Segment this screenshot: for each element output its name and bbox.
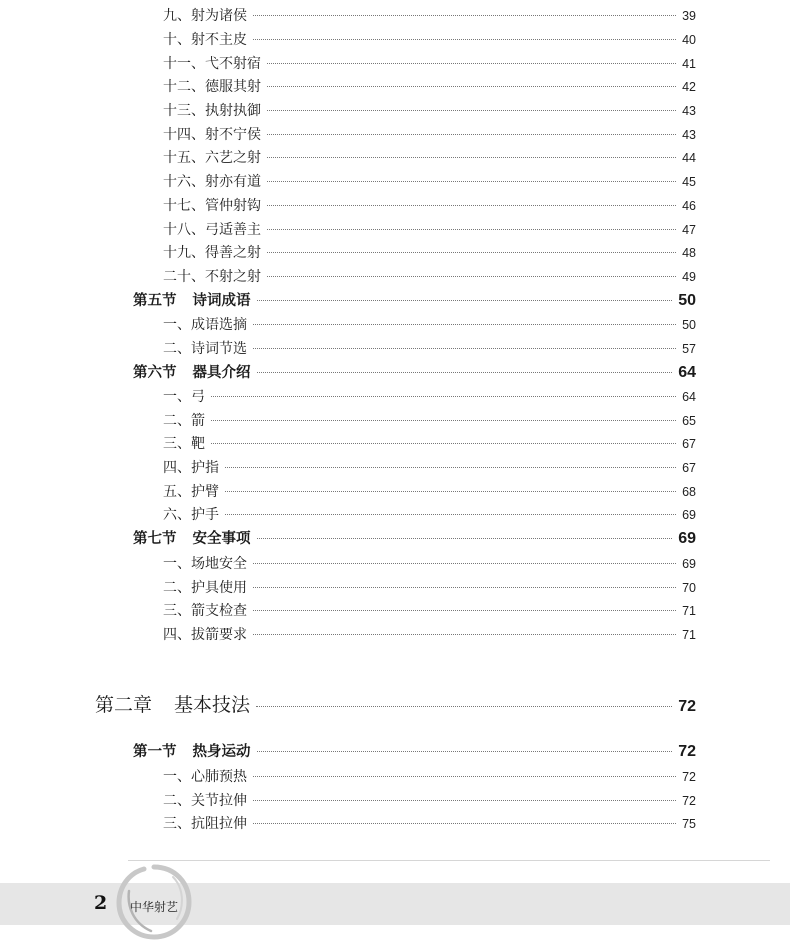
section-name: 安全事项 [192,530,251,547]
toc-entry-title: 二、护具使用 [163,580,247,596]
toc-entry-title: 十七、管仲射钩 [163,198,261,214]
dot-leader [267,205,676,206]
section-name: 诗词成语 [192,292,251,309]
dot-leader [253,634,676,635]
toc-entry-page: 64 [682,390,696,404]
toc-entry-page: 44 [682,151,696,165]
toc-entry[interactable] [163,433,696,455]
toc-entry[interactable] [163,314,696,336]
toc-entry-title: 一、弓 [163,389,205,405]
toc-entry-page: 46 [682,199,696,213]
dot-leader [253,348,676,349]
dot-leader [257,538,673,539]
dot-leader [253,610,676,611]
section-name: 热身运动 [192,743,251,760]
dot-leader [211,396,676,397]
toc-entry[interactable] [163,504,696,526]
section-name: 器具介绍 [192,364,251,381]
toc-entry-title: 三、靶 [163,436,205,452]
toc-entry-page: 65 [682,414,696,428]
toc-entry-page: 67 [682,437,696,451]
toc-entry[interactable] [163,457,696,479]
dot-leader [267,134,676,135]
dot-leader [267,181,676,182]
toc-entry-page: 71 [682,604,696,618]
toc-entry[interactable] [163,386,696,408]
toc-entry-title: 五、护臂 [163,484,219,500]
toc-entry-page: 42 [682,80,696,94]
toc-section-title [133,740,251,761]
toc-entry[interactable] [163,76,696,98]
dot-leader [253,587,676,588]
dot-leader [225,491,676,492]
toc-entry-title: 三、箭支检查 [163,603,247,619]
toc-entry[interactable] [163,124,696,146]
toc-entry-page: 69 [682,557,696,571]
toc-entry-title: 十六、射亦有道 [163,174,261,190]
dot-leader [253,324,676,325]
toc-section-heading[interactable] [133,289,696,313]
toc-entry-page: 39 [682,9,696,23]
dot-leader [257,300,673,301]
dot-leader [257,751,673,752]
dot-leader [211,420,676,421]
dot-leader [256,706,672,707]
toc-section-page: 69 [678,530,696,547]
toc-entry-title: 四、护指 [163,460,219,476]
toc-entry-title: 二、诗词节选 [163,341,247,357]
toc-entry-page: 57 [682,342,696,356]
toc-entry-title: 三、抗阻拉伸 [163,816,247,832]
toc-entry[interactable] [163,242,696,264]
toc-entry-title: 十三、执射执御 [163,103,261,119]
dot-leader [267,229,676,230]
toc-entry[interactable] [163,481,696,503]
footer-divider [128,860,770,861]
toc-entry[interactable] [163,600,696,622]
toc-entry-title: 十、射不主皮 [163,32,247,48]
toc-entry-page: 67 [682,461,696,475]
toc-chapter-title [95,690,250,717]
toc-section-page: 72 [678,743,696,760]
toc-entry-page: 47 [682,223,696,237]
toc-entry[interactable] [163,813,696,835]
toc-section-heading[interactable] [133,527,696,551]
section-number: 第六节 [133,364,177,381]
toc-entry-title: 二十、不射之射 [163,269,261,285]
toc-entry[interactable] [163,5,696,27]
toc-entry-page: 43 [682,104,696,118]
toc-chapter-page: 72 [678,698,696,715]
section-number: 第五节 [133,292,177,309]
toc-section-page: 50 [678,292,696,309]
toc-entry[interactable] [163,410,696,432]
toc-entry-page: 41 [682,57,696,71]
toc-entry[interactable] [163,219,696,241]
dot-leader [253,39,676,40]
dot-leader [225,467,676,468]
toc-section-title [133,527,251,548]
section-number: 第一节 [133,743,177,760]
toc-entry-title: 六、护手 [163,507,219,523]
toc-entry-title: 十二、德服其射 [163,79,261,95]
dot-leader [267,252,676,253]
dot-leader [253,776,676,777]
toc-section-title [133,361,251,382]
dot-leader [267,110,676,111]
toc-entry-page: 45 [682,175,696,189]
toc-entry[interactable] [163,624,696,646]
toc-entry-page: 68 [682,485,696,499]
chapter-name: 基本技法 [174,694,251,716]
toc-entry[interactable] [163,147,696,169]
dot-leader [225,514,676,515]
page-number: 2 [94,892,108,914]
toc-entry-page: 75 [682,817,696,831]
toc-entry-title: 一、心肺预热 [163,769,247,785]
toc-entry-title: 十四、射不宁侯 [163,127,261,143]
dot-leader [253,823,676,824]
toc-entry-title: 十五、六艺之射 [163,150,261,166]
dot-leader [211,443,676,444]
toc-entry-title: 二、箭 [163,413,205,429]
dot-leader [267,276,676,277]
toc-entry-title: 二、关节拉伸 [163,793,247,809]
toc-entry-title: 四、拔箭要求 [163,627,247,643]
toc-entry[interactable] [163,338,696,360]
toc-entry-page: 48 [682,246,696,260]
dot-leader [267,63,676,64]
toc-entry-title: 十九、得善之射 [163,245,261,261]
toc-entry-page: 71 [682,628,696,642]
toc-chapter-heading[interactable] [95,690,696,720]
toc-section-heading[interactable] [133,740,696,764]
toc-entry-page: 72 [682,794,696,808]
toc-entry[interactable] [163,171,696,193]
toc-entry-page: 49 [682,270,696,284]
toc-entry[interactable] [163,266,696,288]
toc-entry-page: 40 [682,33,696,47]
chapter-number: 第二章 [95,694,153,716]
toc-entry-title: 一、成语选摘 [163,317,247,333]
toc-entry-page: 72 [682,770,696,784]
dot-leader [257,372,673,373]
toc-entry-title: 一、场地安全 [163,556,247,572]
toc-entry[interactable] [163,29,696,51]
dot-leader [267,86,676,87]
toc-entry-title: 十一、弋不射宿 [163,56,261,72]
toc-entry[interactable] [163,577,696,599]
toc-entry[interactable] [163,100,696,122]
toc-entry[interactable] [163,790,696,812]
dot-leader [253,563,676,564]
toc-entry-page: 50 [682,318,696,332]
dot-leader [253,800,676,801]
toc-entry[interactable] [163,53,696,75]
toc-entry-title: 十八、弓适善主 [163,222,261,238]
toc-entry[interactable] [163,553,696,575]
toc-entry-title: 九、射为诸侯 [163,8,247,24]
toc-entry[interactable] [163,195,696,217]
dot-leader [253,15,676,16]
dot-leader [267,157,676,158]
toc-section-page: 64 [678,364,696,381]
toc-entry[interactable] [163,766,696,788]
section-number: 第七节 [133,530,177,547]
toc-section-heading[interactable] [133,361,696,385]
toc-entry-page: 43 [682,128,696,142]
toc-entry-page: 70 [682,581,696,595]
book-title: 中华射艺 [130,900,179,914]
toc-section-title [133,289,251,310]
toc-entry-page: 69 [682,508,696,522]
